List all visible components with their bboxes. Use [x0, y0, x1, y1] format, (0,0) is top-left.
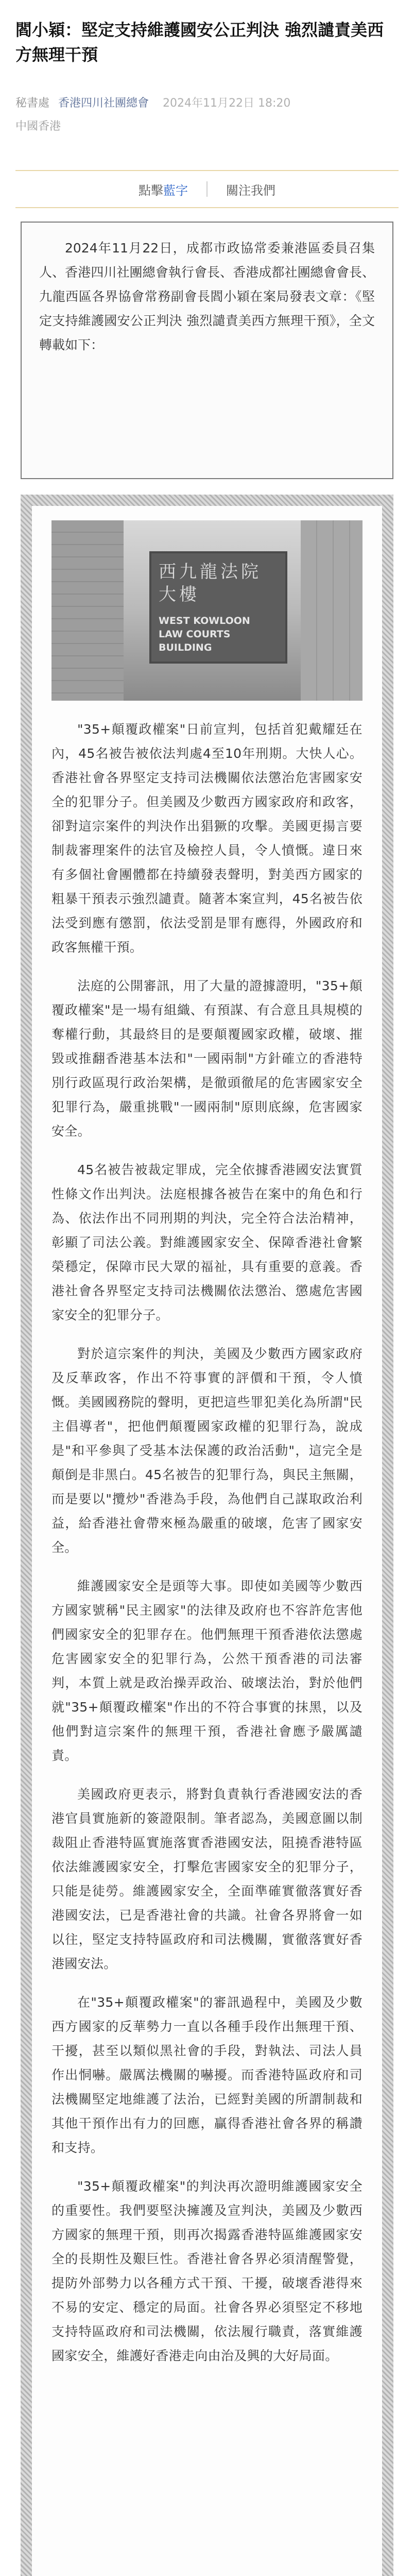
body-paragraph: 對於這宗案件的判決，美國及少數西方國家政府及反華政客，作出不符事實的評價和干預，令人憤慨。美國國務院的聲明，更把這些罪犯美化為所謂"民主倡導者"，把他們顛覆國家政權的犯罪行為，說成是"和平參與了受基本法保護的政治活動"，這完全是顛倒是非黑白。45名被告的犯罪行為，與民主無關，而是要以"攬炒"香港為手段，為他們自己謀取政治利益，給香港社會帶來極為嚴重的破壞，危害了國家安全。 [51, 1346, 363, 1555]
follow-text[interactable]: 關注我們 [226, 183, 275, 198]
follow-prefix: 點擊 [139, 183, 163, 198]
court-building-photo [51, 520, 363, 701]
follow-blue-text[interactable]: 藍字 [163, 183, 188, 198]
body-paragraph: 法庭的公開審訊，用了大量的證據證明，"35+顛覆政權案"是一場有組織、有預謀、有合意且具規模的奪權行動，其最終目的是要顛覆國家政權，破壞、摧毀或推翻香港基本法和"一國兩制"方針確立的香港特別行政區現行政治架構，是徹頭徹尾的危害國家安全犯罪行為，嚴重挑戰"一國兩制"原則底線，危害國家安全。 [51, 978, 363, 1139]
article-title: 閻小穎：堅定支持維護國安公正判決 強烈譴責美西方無理干預 [15, 20, 384, 64]
photo-wall-left [51, 520, 124, 701]
publish-region: 中國香港 [15, 120, 61, 133]
body-paragraph: "35+顛覆政權案"的判決再次證明維護國家安全的重要性。我們要堅決擁護及宣判決，美國及少數西方國家的無理干預，則再次揭露香港特區維護國家安全的長期性及艱巨性。香港社會各界必須清醒警覺，提防外部勢力以各種方式干預、干擾，破壞香港得來不易的安定、穩定的局面。社會各界必須堅定不移地支持特區政府和司法機關，依法履行職責，落實維護國家安全，維護好香港走向由治及興的大好局面。 [51, 2179, 363, 2363]
article-body [51, 717, 363, 2368]
intro-box [21, 222, 393, 479]
publish-time: 2024年11月22日 18:20 [163, 97, 291, 110]
body-paragraph: "35+顛覆政權案"日前宣判，包括首犯戴耀廷在內，45名被告被依法判處4至10年刑期。大快人心。香港社會各界堅定支持司法機關依法懲治危害國家安全的犯罪分子。但美國及少數西方國家政府和政客，卻對這宗案件的判決作出猖獗的攻擊。美國更揚言要制裁審理案件的法官及檢控人員，令人憤慨。違日來有多個社會團體都在持續發表聲明，對美西方國家的粗暴干預表示強烈譴責。隨著本案宣判，45名被告依法受到應有懲罰，依法受罰是罪有應得，外國政府和政客無權干預。 [51, 722, 363, 955]
body-paragraph: 維護國家安全是頭等大事。即使如美國等少數西方國家號稱"民主國家"的法律及政府也不容許危害他們國家安全的犯罪存在。他們無理干預香港依法懲處危害國家安全的犯罪行為，公然干預香港的司法審判，本質上就是政治操弄政治、破壞法治，對於他們就"35+顛覆政權案"作出的不符合事實的抹黑，以及他們對這宗案件的無理干預，香港社會應予嚴厲譴責。 [51, 1579, 363, 1763]
body-paragraph: 在"35+顛覆政權案"的審訊過程中，美國及少數西方國家的反華勢力一直以各種手段作出無理干預、干擾，甚至以類似黑社會的手段，對執法、司法人員作出恫嚇。嚴厲法機關的嚇擾。而香港特區政府和司法機關堅定地維護了法治，已經對美國的所謂制裁和其他干預作出有力的回應，贏得香港社會各界的稱讚和支持。 [51, 1995, 363, 2155]
article-meta [15, 96, 399, 111]
follow-banner[interactable] [15, 170, 399, 208]
body-paragraph: 美國政府更表示，將對負責執行香港國安法的香港官員實施新的簽證限制。筆者認為，美國意圖以制裁阻止香港特區實施落實香港國安法，阻撓香港特區依法維護國家安全，打擊危害國家安全的犯罪分子，只能是徒勞。維護國家安全，全面準確實徹落實好香港國安法，已是香港社會的共識。社會各界將會一如以往，堅定支持特區政府和司法機關，實徹落實好香港國安法。 [51, 1787, 363, 1971]
intro-text: 2024年11月22日，成都市政協常委兼港區委員召集人、香港四川社團總會執行會長、香港成都社團總會會長、九龍西區各界協會常務副會長閻小穎在案局發表文章：《堅定支持維護國安公正判決 強烈譴責美西方無理干預》，全文轉載如下： [39, 241, 375, 352]
article-frame [21, 495, 393, 2576]
body-paragraph: 45名被告被裁定罪成，完全依據香港國安法實質性條文作出判決。法庭根據各被告在案中的角色和行為、依法作出不同刑期的判決，完全符合法治精神，彰顯了司法公義。對維護國家安全、保障香港社會繁榮穩定，保障市民大眾的福祉，具有重要的意義。香港社會各界堅定支持司法機關依法懲治、懲處危害國家安全的犯罪分子。 [51, 1162, 363, 1323]
article-inner [32, 506, 382, 2576]
court-plaque [149, 551, 287, 664]
follow-separator [206, 181, 208, 197]
plaque-chinese: 西九龍法院大樓 [159, 562, 262, 605]
plaque-english: WEST KOWLOON LAW COURTS BUILDING [159, 615, 250, 653]
photo-wall-right [301, 520, 363, 701]
account-link[interactable]: 香港四川社團總會 [58, 97, 149, 110]
article-author: 秘書處 [15, 97, 50, 110]
